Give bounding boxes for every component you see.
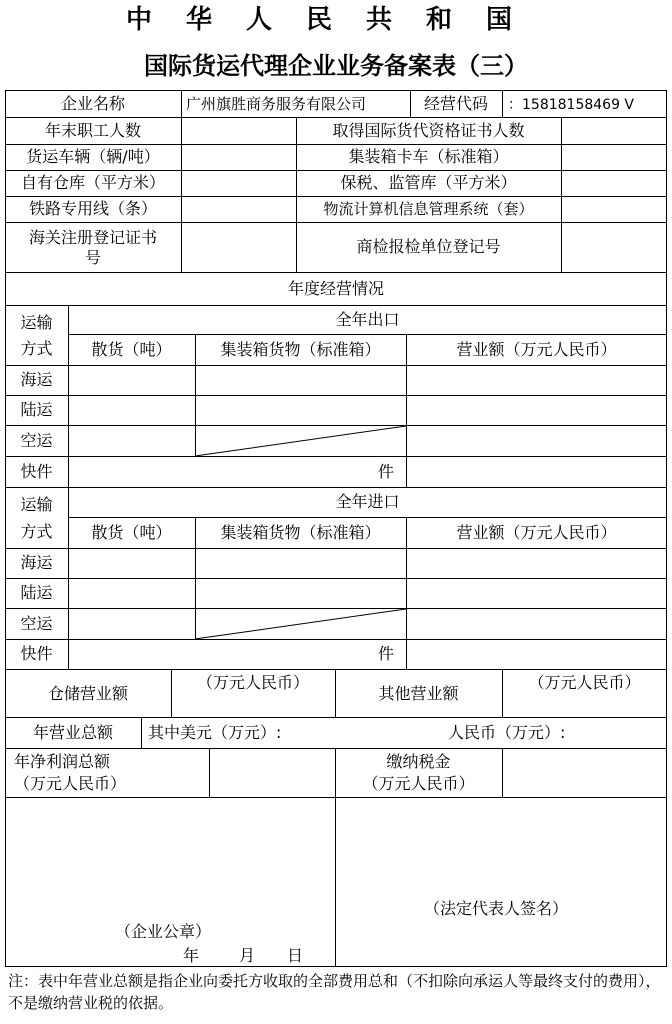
- footer-note: 注：表中年营业总额是指企业向委托方收取的全部费用总和（不扣除向承运人等最终支付的费用），不是缴纳营业税的依据。: [8, 972, 661, 1012]
- other-revenue-label: 其他营业额: [378, 684, 459, 703]
- company-seal-label: （企业公章）: [115, 922, 212, 941]
- business-code-value: ：15818158469 V: [508, 97, 635, 113]
- import-title: 全年进口: [335, 492, 400, 511]
- logistics-system-label: 物流计算机信息管理系统（套）: [323, 200, 534, 218]
- import-row-express: 快件: [20, 644, 53, 663]
- tax-paid-label-line2: （万元人民币）: [362, 774, 475, 793]
- bonded-warehouse-label: 保税、监管库（平方米）: [340, 173, 517, 192]
- warehouse-label: 自有仓库（平方米）: [20, 173, 165, 192]
- storage-revenue-unit: （万元人民币）: [196, 673, 309, 692]
- company-name-label: 企业名称: [60, 94, 125, 113]
- document-title-line1: 中华人民共和国: [125, 5, 546, 35]
- document-title-line2: 国际货运代理企业业务备案表（三）: [144, 51, 528, 80]
- export-col-container: 集装箱货物（标准箱）: [220, 340, 381, 359]
- seal-date-day: 日: [287, 946, 304, 965]
- employees-label: 年末职工人数: [44, 121, 141, 140]
- import-row-air: 空运: [20, 614, 53, 633]
- import-express-unit: 件: [378, 644, 395, 663]
- export-transport-mode-line2: 方式: [20, 339, 53, 358]
- seal-date-year: 年: [183, 946, 200, 965]
- import-transport-mode-line1: 运输: [20, 495, 53, 514]
- other-revenue-unit: （万元人民币）: [528, 673, 641, 692]
- import-col-container: 集装箱货物（标准箱）: [220, 523, 381, 542]
- container-trucks-label: 集装箱卡车（标准箱）: [348, 147, 509, 166]
- customs-reg-label-line2: 号: [84, 248, 101, 267]
- export-col-bulk: 散货（吨）: [91, 340, 172, 359]
- rmb-amount-label: 人民币（万元）:: [448, 723, 566, 742]
- business-code-label: 经营代码: [423, 94, 488, 113]
- seal-date-month: 月: [239, 946, 256, 965]
- annual-section-title: 年度经营情况: [287, 279, 384, 298]
- total-revenue-label: 年营业总额: [32, 723, 113, 742]
- tax-paid-label-line1: 缴纳税金: [386, 752, 451, 771]
- export-col-revenue: 营业额（万元人民币）: [456, 340, 617, 359]
- net-profit-label-line1: 年净利润总额: [14, 752, 111, 771]
- export-row-sea: 海运: [20, 370, 53, 389]
- export-row-express: 快件: [20, 462, 53, 481]
- export-row-air: 空运: [20, 431, 53, 450]
- cert-holders-label: 取得国际货代资格证书人数: [332, 121, 525, 140]
- import-col-revenue: 营业额（万元人民币）: [456, 523, 617, 542]
- legal-representative-signature-label: （法定代表人签名）: [424, 899, 569, 918]
- import-transport-mode-line2: 方式: [20, 522, 53, 541]
- import-col-bulk: 散货（吨）: [91, 523, 172, 542]
- customs-reg-label-line1: 海关注册登记证书: [28, 228, 157, 247]
- import-row-sea: 海运: [20, 553, 53, 572]
- export-transport-mode-line1: 运输: [20, 313, 53, 332]
- storage-revenue-label: 仓储营业额: [47, 684, 128, 703]
- usd-amount-label: 其中美元（万元）:: [148, 723, 282, 742]
- company-name-value: 广州旗胜商务服务有限公司: [186, 95, 367, 113]
- vehicles-label: 货运车辆（辆/吨）: [26, 147, 160, 166]
- export-row-land: 陆运: [20, 400, 53, 419]
- import-row-land: 陆运: [20, 583, 53, 602]
- export-title: 全年出口: [335, 310, 400, 329]
- net-profit-label-line2: （万元人民币）: [14, 774, 127, 793]
- railway-label: 铁路专用线（条）: [28, 199, 157, 218]
- export-express-unit: 件: [378, 462, 395, 481]
- inspection-reg-label: 商检报检单位登记号: [356, 237, 501, 256]
